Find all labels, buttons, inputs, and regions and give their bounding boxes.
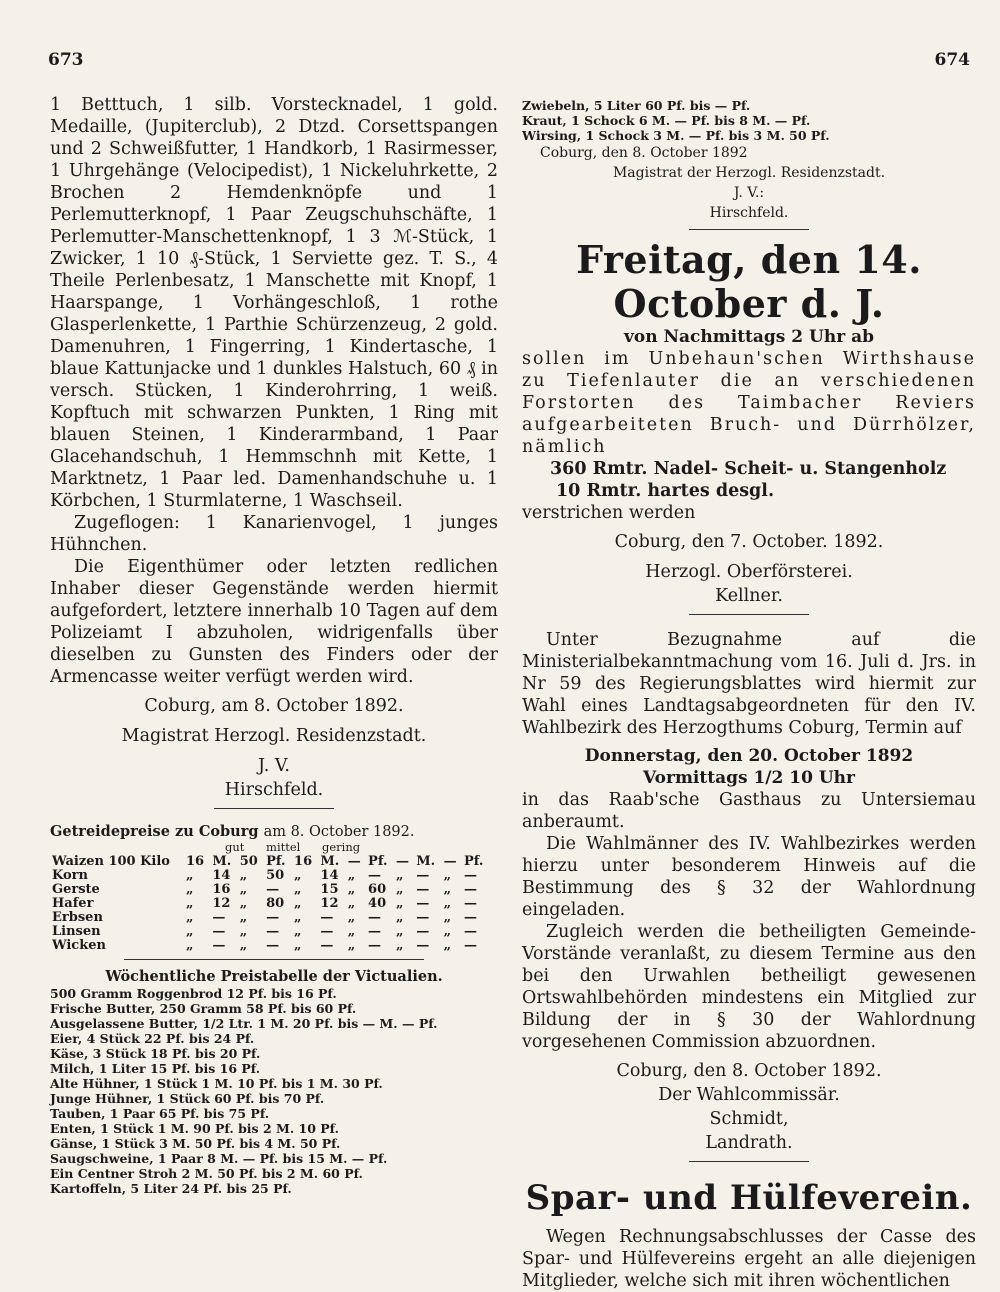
- grain-row: [50, 897, 490, 911]
- divider: [689, 1161, 809, 1162]
- grain-cell: —: [320, 938, 334, 953]
- grain-cell: 14: [320, 868, 339, 883]
- grain-cell: —: [266, 910, 280, 925]
- grain-cell: —: [368, 910, 382, 925]
- grain-name: Korn: [52, 868, 88, 883]
- grain-cell: —: [416, 882, 430, 897]
- grain-name: Waizen 100 Kilo: [52, 854, 170, 869]
- victual-price-line: Enten, 1 Stück 1 M. 90 Pf. bis 2 M. 10 Pf.: [50, 1121, 339, 1136]
- grain-cell: —: [463, 938, 477, 953]
- flown-in-notice: Zugeflogen: 1 Kanarienvogel, 1 junges Hühnchen.: [50, 513, 498, 555]
- grain-cell: „: [347, 882, 356, 897]
- grain-cell: —: [416, 938, 430, 953]
- election-paragraph-2: Die Wahlmänner des IV. Wahlbezirkes werden hierzu unter besonderem Hinweis auf die Bestimmung des § 32 der Wahlordnung eingeladen.: [522, 834, 976, 920]
- grain-cell: —: [212, 924, 226, 939]
- savings-heading: Spar- und Hülfeverein.: [525, 1178, 973, 1218]
- grain-cell: „: [294, 896, 302, 911]
- election-text: Unter Bezugnahme auf die Ministerialbekanntmachung vom 16. Juli d. Jrs. in Nr 59 des Regierungsblattes wird hiermit zur Wahl eines Landtagsabgeordneten für den IV. Wahlbezirk des Herzogthums Coburg, Termin auf: [522, 630, 976, 738]
- grain-cell: 16: [186, 854, 205, 869]
- divider: [214, 808, 334, 809]
- grain-cell: „: [294, 882, 302, 897]
- grain-cell: „: [396, 882, 404, 897]
- grain-cell: „: [186, 896, 194, 911]
- auction-end: verstrichen werden: [522, 503, 696, 523]
- grain-cell: „: [186, 882, 194, 897]
- grain-cell: „: [396, 924, 404, 939]
- grain-cell: —: [368, 938, 382, 953]
- grain-cell: —: [416, 910, 430, 925]
- grain-cell: „: [294, 938, 302, 953]
- grain-cell: „: [443, 896, 452, 911]
- grain-cell: Pf.: [463, 854, 484, 869]
- grain-cell: „: [396, 868, 404, 883]
- grain-cell: „: [396, 910, 404, 925]
- victual-price-line: Gänse, 1 Stück 3 M. 50 Pf. bis 4 M. 50 Pf.: [50, 1136, 341, 1151]
- grain-cell: —: [463, 896, 477, 911]
- auction-time: von Nachmittags 2 Uhr ab: [623, 327, 874, 347]
- veg-place-date: Coburg, den 8. October 1892: [540, 145, 748, 161]
- election-role: Der Wahlcommissär.: [658, 1085, 840, 1105]
- grain-name: Gerste: [52, 882, 100, 897]
- grain-cell: 80: [266, 896, 285, 911]
- election-place: in das Raab'sche Gasthaus zu Untersiemau anberaumt.: [522, 790, 976, 832]
- lost-items-list: 1 Betttuch, 1 silb. Vorstecknadel, 1 gold. Medaille, (Jupiterclub), 2 Dtzd. Corsettspangen und 2 Schweißfutter, 1 Handkorb, 1 Rasirmesser, 1 Uhrgehänge (Velocipedist), 1 Nickeluhrkette, 2 Brochen 2 Hemdenknöpfe und 1 Perlemutterknopf, 1 Paar Zeugschuhschäfte, 1 Perlemutter-Manschettenknopf, 1 3 ℳ-Stück, 1 Zwicker, 1 10 ₰-Stück, 1 Serviette gez. T. S., 4 Theile Perlenbesatz, 1 Manschette mit Knopf, 1 Haarspange, 1 Vorhängeschloß, 1 rothe Glasperlenkette, 1 Parthie Schürzenzeug, 2 gold. Damenuhren, 1 Fingerring, 1 Kindertasche, 1 blaue Kattunjacke und 1 dunkles Halstuch, 60 ₰ in versch. Stücken, 1 Kinderohrring, 1 weiß. Kopftuch mit schwarzen Punkten, 1 Ring mit blauen Steinen, 1 Kinderarmband, 1 Paar Glacehandschuh, 1 Hemmschnh mit Kette, 1 Marktnetz, 1 Paar led. Damenhandschuhe u. 1 Körbchen, 1 Sturmlaterne, 1 Waschseil.: [50, 95, 498, 511]
- vegetable-price-line: Zwiebeln, 5 Liter 60 Pf. bis — Pf.: [522, 98, 751, 113]
- owners-notice: Die Eigenthümer oder letzten redlichen Inhaber dieser Gegenstände werden hiermit aufgefordert, letztere innerhalb 10 Tagen auf dem Polizeiamt I abzuholen, widrigenfalls über dieselben zu Gunsten des Finders oder der Armencasse weiter verfügt werden wird.: [50, 557, 498, 687]
- grain-cell: „: [186, 910, 194, 925]
- election-day: Donnerstag, den 20. October 1892: [584, 746, 914, 766]
- grain-cell: „: [443, 924, 452, 939]
- divider: [689, 229, 809, 230]
- page-number-left: 673: [48, 50, 84, 70]
- grain-cell: —: [443, 854, 457, 869]
- grain-cell: —: [368, 868, 382, 883]
- grain-cell: 16: [294, 854, 313, 869]
- grain-cell: 60: [368, 882, 387, 897]
- grain-cell: 14: [212, 868, 231, 883]
- grain-cell: Pf.: [266, 854, 286, 869]
- grain-cell: —: [368, 924, 382, 939]
- auction-text: sollen im Unbehaun'schen Wirthshause zu Tiefenlauter die an verschiedenen Forstorten des Taimbacher Reviers aufgearbeiteten Bruch- und Dürrhölzer, nämlich: [522, 349, 976, 457]
- grain-cell: „: [239, 938, 248, 953]
- victual-price-line: Saugschweine, 1 Paar 8 M. — Pf. bis 15 M. — Pf.: [50, 1151, 388, 1166]
- auction-office: Herzogl. Oberförsterei.: [645, 562, 853, 582]
- grain-cell: „: [347, 924, 356, 939]
- grain-cell: „: [294, 924, 302, 939]
- place-date: Coburg, am 8. October 1892.: [144, 696, 404, 716]
- right-column: [522, 98, 976, 1292]
- grain-row: [50, 911, 490, 925]
- vegetable-price-line: Wirsing, 1 Schock 3 M. — Pf. bis 3 M. 50 Pf.: [522, 128, 830, 143]
- grain-cell: „: [443, 910, 452, 925]
- grain-cell: „: [186, 938, 194, 953]
- victuals-title: Wöchentliche Preistabelle der Victualien.: [105, 968, 443, 985]
- victual-price-line: 500 Gramm Roggenbrod 12 Pf. bis 16 Pf.: [50, 986, 337, 1001]
- grain-cell: —: [416, 896, 430, 911]
- grain-cell: „: [294, 910, 302, 925]
- grain-cell: „: [294, 868, 302, 883]
- auction-place-date: Coburg, den 7. October. 1892.: [614, 532, 884, 552]
- grain-cell: „: [347, 896, 356, 911]
- election-paragraph-3: Zugleich werden die betheiligten Gemeinde-Vorstände veranlaßt, zu diesem Termine aus den bei den Urwahlen betheiligt gewesenen Ortswahlbehörden mindestens ein Mitglied zur Bildung der in § 30 der Wahlordnung vorgesehenen Commission abzuordnen.: [522, 922, 976, 1052]
- grain-cell: „: [186, 924, 194, 939]
- victual-price-line: Frische Butter, 250 Gramm 58 Pf. bis 60 Pf.: [50, 1001, 357, 1016]
- grain-cell: 12: [320, 896, 339, 911]
- grain-cell: 12: [212, 896, 231, 911]
- grain-cell: „: [186, 868, 194, 883]
- grain-cell: —: [212, 910, 226, 925]
- auction-item-1: 360 Rmtr. Nadel- Scheit- u. Stangenholz: [550, 459, 947, 479]
- victual-price-line: Tauben, 1 Paar 65 Pf. bis 75 Pf.: [50, 1106, 270, 1121]
- grain-cell: „: [239, 910, 248, 925]
- victual-price-line: Eier, 4 Stück 22 Pf. bis 24 Pf.: [50, 1031, 255, 1046]
- grain-row: [50, 883, 490, 897]
- grain-cell: —: [347, 854, 361, 869]
- auction-heading: Freitag, den 14. October d. J.: [576, 237, 922, 326]
- grain-cell: „: [347, 938, 356, 953]
- divider: [689, 614, 809, 615]
- grain-cell: „: [396, 896, 404, 911]
- grain-cell: „: [347, 910, 356, 925]
- election-time: Vormittags 1/2 10 Uhr: [643, 768, 855, 788]
- grain-cell: —: [320, 910, 334, 925]
- grain-cell: —: [266, 924, 280, 939]
- grain-cell: —: [212, 938, 226, 953]
- grain-cell: —: [463, 882, 477, 897]
- grain-cell: 15: [320, 882, 339, 897]
- signature-jv: J. V.: [258, 756, 290, 776]
- grain-cell: „: [443, 868, 452, 883]
- election-title: Landrath.: [705, 1133, 793, 1153]
- grain-cell: 50: [239, 854, 258, 869]
- grain-cell: —: [266, 882, 280, 897]
- victual-price-line: Ein Centner Stroh 2 M. 50 Pf. bis 2 M. 60 Pf.: [50, 1166, 363, 1181]
- victual-price-line: Junge Hühner, 1 Stück 60 Pf. bis 70 Pf.: [50, 1091, 325, 1106]
- grain-cell: —: [266, 938, 280, 953]
- victual-price-line: Kartoffeln, 5 Liter 24 Pf. bis 25 Pf.: [50, 1181, 292, 1196]
- grain-cell: —: [396, 854, 410, 869]
- grain-row: [50, 869, 490, 883]
- savings-text: Wegen Rechnungsabschlusses der Casse des Spar- und Hülfevereins ergeht an alle diejenigen Mitglieder, welche sich mit ihren wöchentlichen: [522, 1227, 976, 1291]
- grain-cell: —: [320, 924, 334, 939]
- veg-signature-jv: J. V.:: [733, 185, 765, 201]
- page-number-right: 674: [934, 50, 970, 70]
- grain-name: Hafer: [52, 896, 94, 911]
- grain-cell: „: [443, 882, 452, 897]
- grain-cell: 16: [212, 882, 231, 897]
- victual-price-line: Milch, 1 Liter 15 Pf. bis 16 Pf.: [50, 1061, 261, 1076]
- grain-name: Wicken: [52, 938, 106, 953]
- grain-cell: 40: [368, 896, 387, 911]
- grain-row: [50, 855, 490, 869]
- grain-cell: „: [239, 924, 248, 939]
- vegetable-price-line: Kraut, 1 Schock 6 M. — Pf. bis 8 M. — Pf.: [522, 113, 811, 128]
- auction-item-2: 10 Rmtr. hartes desgl.: [556, 481, 775, 501]
- grain-row: [50, 925, 490, 939]
- grain-prices-title: Getreidepreise zu Coburg am 8. October 1892.: [50, 823, 415, 840]
- election-name: Schmidt,: [709, 1109, 789, 1129]
- grain-cell: „: [396, 938, 404, 953]
- grain-prices-table: [50, 855, 490, 953]
- grain-cell: Pf.: [368, 854, 388, 869]
- grain-name: Linsen: [52, 924, 101, 939]
- grain-cell: M.: [416, 854, 436, 869]
- grain-cell: —: [463, 924, 477, 939]
- grain-cell: M.: [320, 854, 340, 869]
- grain-cell: —: [416, 868, 430, 883]
- authority: Magistrat Herzogl. Residenzstadt.: [121, 726, 427, 746]
- grain-quality-columns: gut mittel gering: [225, 840, 361, 854]
- veg-authority: Magistrat der Herzogl. Residenzstadt.: [612, 165, 886, 181]
- divider: [124, 959, 424, 960]
- signature-name: Hirschfeld.: [224, 780, 324, 800]
- victual-price-line: Alte Hühner, 1 Stück 1 M. 10 Pf. bis 1 M. 30 Pf.: [50, 1076, 383, 1091]
- grain-cell: „: [443, 938, 452, 953]
- victual-price-line: Käse, 3 Stück 18 Pf. bis 20 Pf.: [50, 1046, 261, 1061]
- vegetable-price-list: [522, 98, 976, 143]
- grain-cell: „: [239, 896, 248, 911]
- election-place-date: Coburg, den 8. October 1892.: [616, 1061, 882, 1081]
- auction-signature: Kellner.: [715, 586, 783, 606]
- grain-cell: —: [463, 868, 477, 883]
- grain-cell: 50: [266, 868, 285, 883]
- left-column: [50, 94, 498, 1196]
- victual-price-line: Ausgelassene Butter, 1/2 Ltr. 1 M. 20 Pf. bis — M. — Pf.: [50, 1016, 438, 1031]
- grain-name: Erbsen: [52, 910, 103, 925]
- grain-cell: —: [416, 924, 430, 939]
- grain-cell: „: [239, 868, 248, 883]
- victuals-price-list: [50, 986, 498, 1196]
- grain-cell: —: [463, 910, 477, 925]
- grain-cell: M.: [212, 854, 232, 869]
- grain-cell: „: [347, 868, 356, 883]
- grain-cell: „: [239, 882, 248, 897]
- grain-row: [50, 939, 490, 953]
- veg-signature-name: Hirschfeld.: [709, 205, 789, 221]
